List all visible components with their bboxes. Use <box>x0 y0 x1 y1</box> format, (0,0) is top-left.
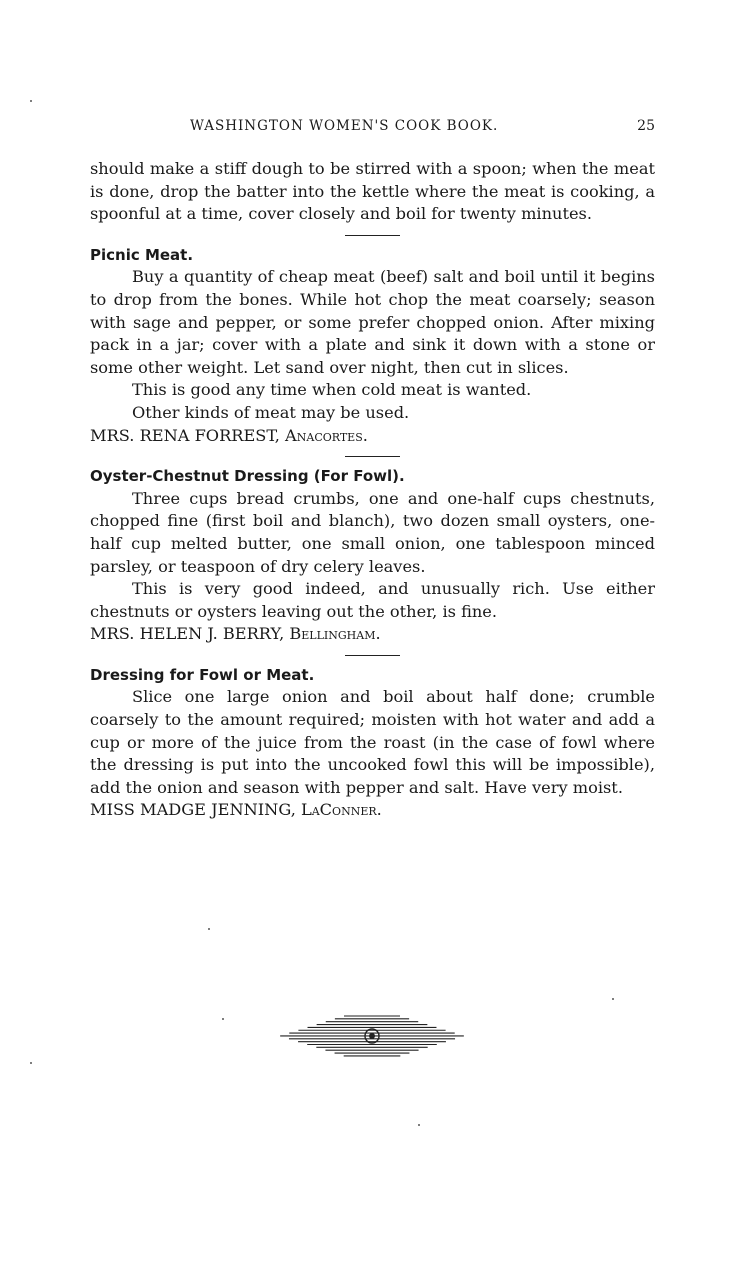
recipe-paragraph: This is good any time when cold meat is wanted. <box>132 380 532 400</box>
recipe-dressing-for-fowl-or-meat <box>90 664 655 822</box>
page-body <box>90 158 655 822</box>
paper-speck <box>612 998 614 1000</box>
recipe-paragraph: This is very good indeed, and unusually rich. Use either chestnuts or oysters leaving out the other, is fine. <box>90 579 655 621</box>
page-header <box>90 118 655 140</box>
section-divider <box>345 456 400 457</box>
recipe-title: Picnic Meat. <box>90 245 194 264</box>
recipe-credit: MRS. HELEN J. BERRY, Bellingham. <box>90 624 381 644</box>
continuation-line: for twenty minutes. <box>431 204 592 224</box>
running-title: WASHINGTON WOMEN'S COOK BOOK. <box>190 118 499 134</box>
recipe-title: Dressing for Fowl or Meat. <box>90 665 315 684</box>
continuation-line: meat is cooking, a spoonful at a time, cover closely and boil <box>90 181 655 224</box>
recipe-credit: MISS MADGE JENNING, LaConner. <box>90 800 382 820</box>
recipe-paragraph: Three cups bread crumbs, one and one-half cups chestnuts, chopped fine (first boil and blanch), two dozen small oysters, one-half cup melted butter, one small onion, one tablespoon minced parsley, or teaspoon of dry celery leaves. <box>90 488 655 576</box>
page-number: 25 <box>637 118 655 134</box>
paper-speck <box>222 1018 224 1020</box>
continuation-line: should make a stiff dough to be stirred with a spoon; when <box>90 159 582 178</box>
continuation-line: the meat is done, drop the batter into the kettle where the <box>90 159 655 201</box>
paper-speck <box>418 1124 420 1126</box>
sunburst-tailpiece-ornament <box>272 1012 472 1060</box>
recipe-paragraph: Slice one large onion and boil about half done; crumble coarsely to the amount required; moisten with hot water and add a cup or more of the juice from the roast (in the case of fowl where the dressing is put into the uncooked fowl this will be impossible), add the onion and season with pepper and salt. Have very moist. <box>90 687 655 797</box>
recipe-oyster-chestnut-dressing <box>90 465 655 646</box>
recipe-credit: MRS. RENA FORREST, Anacortes. <box>90 425 368 445</box>
recipe-paragraph: Buy a quantity of cheap meat (beef) salt and boil until it begins to drop from the bones. While hot chop the meat coarsely; season with sage and pepper, or some prefer chopped onion. After mixing pack in a jar; cover with a plate and sink it down with a stone or some other weight. Let sand over night, then cut in slices. <box>90 267 655 377</box>
recipe-picnic-meat <box>90 244 655 447</box>
recipe-paragraph: Other kinds of meat may be used. <box>132 402 410 422</box>
paper-speck <box>30 100 32 102</box>
section-divider <box>345 235 400 236</box>
section-divider <box>345 655 400 656</box>
continuation-paragraph <box>90 158 655 226</box>
paper-speck <box>30 1062 32 1064</box>
recipe-title: Oyster-Chestnut Dressing (For Fowl). <box>90 467 405 486</box>
paper-speck <box>208 928 210 930</box>
